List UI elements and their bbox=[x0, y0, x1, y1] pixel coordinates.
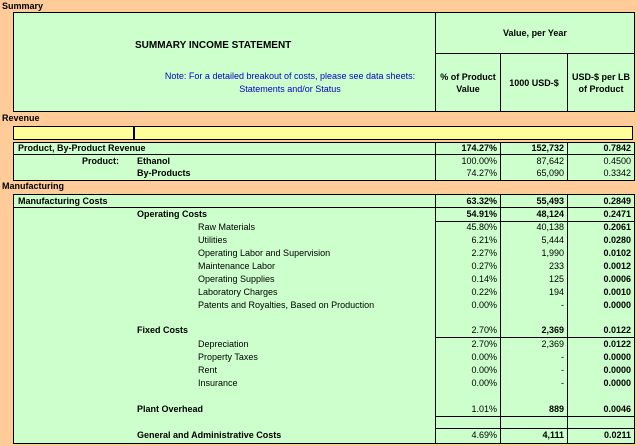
revenue-total-lb: 0.7842 bbox=[603, 143, 631, 153]
plant-overhead-pct: 1.01% bbox=[471, 404, 497, 414]
revenue-total-usd: 152,732 bbox=[531, 143, 564, 153]
operating-row-pct: 2.27% bbox=[471, 248, 497, 258]
plant-overhead-usd: 889 bbox=[548, 404, 564, 414]
revenue-total-label: Product, By-Product Revenue bbox=[18, 143, 146, 153]
operating-row-usd: 125 bbox=[548, 274, 564, 284]
fixed-row-lb: 0.0122 bbox=[603, 339, 631, 349]
ga-costs-pct: 4.69% bbox=[471, 430, 497, 440]
fixed-row-usd: - bbox=[561, 365, 564, 375]
operating-row-label: Maintenance Labor bbox=[198, 261, 276, 271]
plant-overhead-lb: 0.0046 bbox=[603, 404, 631, 414]
ga-costs-label: General and Administrative Costs bbox=[137, 430, 282, 440]
fixed-row-pct: 0.00% bbox=[471, 365, 497, 375]
fixed-costs-usd: 2,369 bbox=[541, 325, 564, 335]
fixed-costs-label: Fixed Costs bbox=[137, 325, 189, 335]
revenue-row-pct: 100.00% bbox=[461, 156, 497, 166]
operating-row-lb: 0.0010 bbox=[603, 287, 631, 297]
revenue-row-lb: 0.3342 bbox=[603, 168, 631, 178]
fixed-costs-pct: 2.70% bbox=[471, 325, 497, 335]
operating-row-lb: 0.0280 bbox=[603, 235, 631, 245]
revenue-row-usd: 87,642 bbox=[536, 156, 564, 166]
statement-title: SUMMARY INCOME STATEMENT bbox=[135, 40, 292, 51]
operating-row-lb: 0.0006 bbox=[603, 274, 631, 284]
fixed-costs-lb: 0.0122 bbox=[603, 325, 631, 335]
operating-costs-usd: 48,124 bbox=[536, 209, 564, 219]
plant-overhead-label: Plant Overhead bbox=[137, 404, 204, 414]
fixed-row-pct: 0.00% bbox=[471, 378, 497, 388]
operating-row-lb: 0.0000 bbox=[603, 300, 631, 310]
operating-row-usd: 40,138 bbox=[536, 222, 564, 232]
fixed-row-usd: - bbox=[561, 352, 564, 362]
operating-row-usd: 194 bbox=[548, 287, 564, 297]
fixed-row-usd: 2,369 bbox=[541, 339, 564, 349]
ga-costs-lb: 0.0211 bbox=[603, 430, 631, 440]
revenue-input-cell-2[interactable] bbox=[134, 126, 633, 140]
section-summary-label: Summary bbox=[2, 1, 44, 11]
section-manufacturing-label: Manufacturing bbox=[2, 181, 64, 191]
revenue-row-lb: 0.4500 bbox=[603, 156, 631, 166]
operating-row-label: Laboratory Charges bbox=[198, 287, 278, 297]
operating-row-label: Raw Materials bbox=[198, 222, 256, 232]
col-lb-header: USD-$ per LB of Product bbox=[571, 72, 630, 94]
col-usd-header: 1000 USD-$ bbox=[509, 78, 559, 88]
operating-row-usd: - bbox=[561, 300, 564, 310]
fixed-row-label: Rent bbox=[198, 365, 218, 375]
fixed-row-lb: 0.0000 bbox=[603, 378, 631, 388]
revenue-row-label: Ethanol bbox=[137, 156, 170, 166]
operating-row-pct: 6.21% bbox=[471, 235, 497, 245]
operating-row-pct: 0.00% bbox=[471, 300, 497, 310]
revenue-total-pct: 174.27% bbox=[461, 143, 497, 153]
product-label: Product: bbox=[82, 156, 119, 166]
operating-costs-pct: 54.91% bbox=[466, 209, 497, 219]
operating-row-label: Operating Labor and Supervision bbox=[198, 248, 331, 258]
manufacturing-total-label: Manufacturing Costs bbox=[18, 196, 108, 206]
manufacturing-total-pct: 63.32% bbox=[466, 196, 497, 206]
ga-costs-usd: 4,111 bbox=[542, 430, 564, 440]
operating-row-lb: 0.2061 bbox=[603, 222, 631, 232]
fixed-row-lb: 0.0000 bbox=[603, 352, 631, 362]
manufacturing-total-lb: 0.2849 bbox=[603, 196, 631, 206]
operating-row-usd: 233 bbox=[548, 261, 564, 271]
fixed-row-pct: 2.70% bbox=[471, 339, 497, 349]
fixed-row-usd: - bbox=[561, 378, 564, 388]
operating-row-lb: 0.0012 bbox=[603, 261, 631, 271]
operating-row-pct: 45.80% bbox=[466, 222, 497, 232]
manufacturing-total-usd: 55,493 bbox=[536, 196, 564, 206]
operating-row-lb: 0.0102 bbox=[603, 248, 631, 258]
operating-row-label: Utilities bbox=[198, 235, 228, 245]
fixed-row-pct: 0.00% bbox=[471, 352, 497, 362]
revenue-row-pct: 74.27% bbox=[466, 168, 497, 178]
fixed-row-label: Property Taxes bbox=[198, 352, 258, 362]
operating-row-label: Patents and Royalties, Based on Production bbox=[198, 300, 375, 310]
operating-row-usd: 1,990 bbox=[541, 248, 564, 258]
revenue-input-cell-1[interactable] bbox=[13, 126, 134, 140]
fixed-row-lb: 0.0000 bbox=[603, 365, 631, 375]
section-revenue-label: Revenue bbox=[2, 113, 40, 123]
note-line-1: Note: For a detailed breakout of costs, please see data sheets: bbox=[164, 71, 416, 81]
col-pct-header: % of Product Value bbox=[440, 72, 496, 94]
operating-row-label: Operating Supplies bbox=[198, 274, 275, 284]
note-line-2: Statements and/or Status bbox=[239, 84, 341, 94]
operating-costs-lb: 0.2471 bbox=[603, 209, 631, 219]
operating-row-usd: 5,444 bbox=[541, 235, 564, 245]
operating-costs-label: Operating Costs bbox=[137, 209, 208, 219]
value-per-year-header: Value, per Year bbox=[503, 28, 567, 38]
fixed-row-label: Insurance bbox=[198, 378, 238, 388]
operating-row-pct: 0.27% bbox=[471, 261, 497, 271]
operating-row-pct: 0.22% bbox=[471, 287, 497, 297]
revenue-row-label: By-Products bbox=[137, 168, 191, 178]
operating-row-pct: 0.14% bbox=[471, 274, 497, 284]
fixed-row-label: Depreciation bbox=[198, 339, 249, 349]
revenue-row-usd: 65,090 bbox=[536, 168, 564, 178]
